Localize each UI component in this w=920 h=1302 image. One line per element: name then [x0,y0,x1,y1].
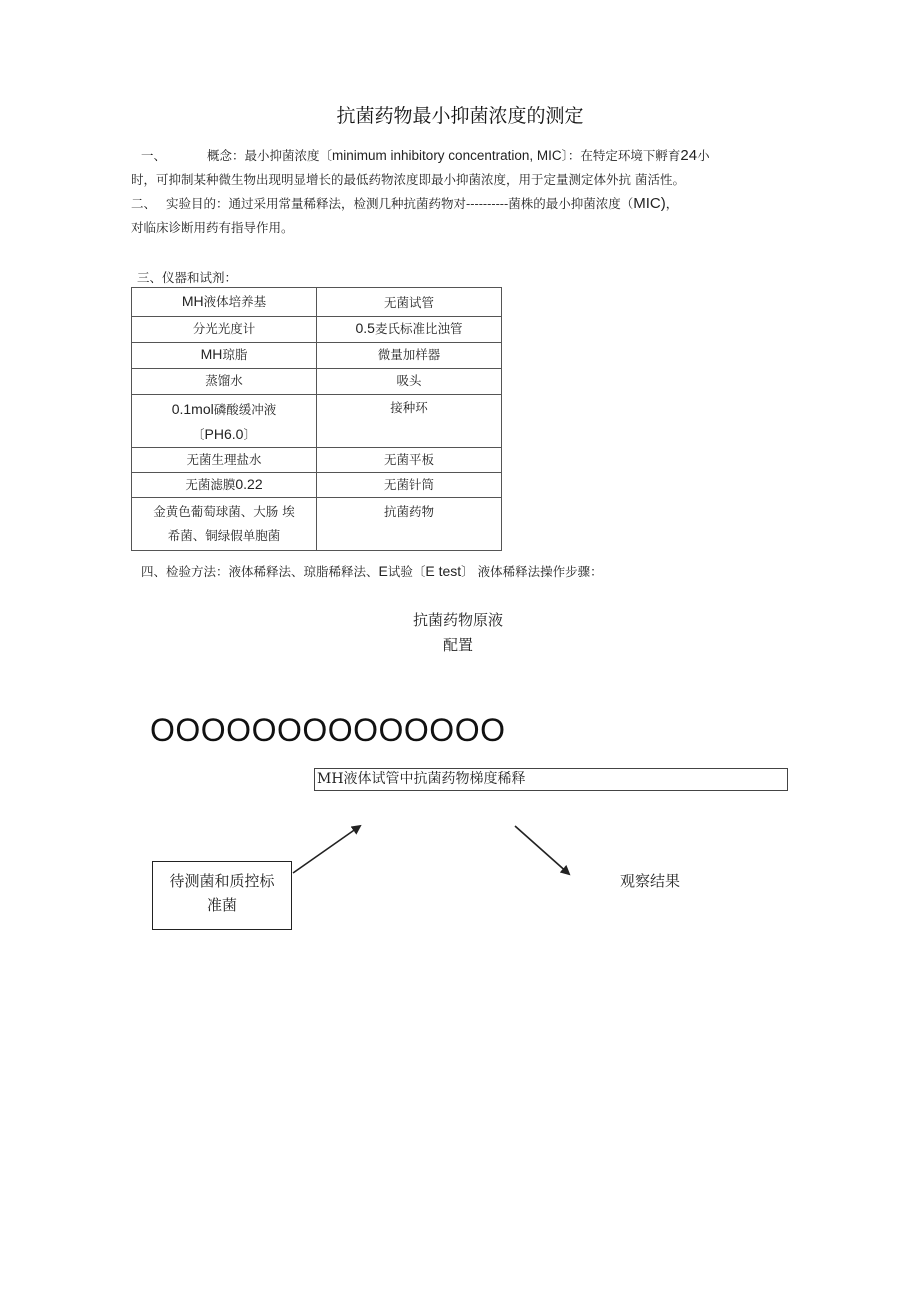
dilution-box: MH液体试管中抗菌药物梯度稀释 [314,768,788,791]
page-title: 抗菌药物最小抑菌浓度的测定 [336,105,584,127]
mic-abbrev: MIC) [633,195,666,212]
table-cell: 分光光度计 [132,317,317,343]
arrow-up-icon [293,826,360,873]
concept-text-line2: 时，可抑制某种微生物出现明显增长的最低药物浓度即最小抑菌浓度，用于定量测定体外抗 菌活性。 [131,172,685,187]
table-cell: 无菌针筒 [317,473,502,498]
hours-value: 24 [680,147,698,164]
table-cell: 无菌平板 [317,448,502,473]
table-cell: 微量加样器 [317,343,502,369]
bacteria-line2: 准菌 [206,896,237,914]
arrow-down-icon [515,826,569,874]
concept-text: 〕：在特定环境下孵育 [561,148,681,163]
purpose-text: ， [665,196,679,211]
table-cell: 0.5麦氏标准比浊管 [317,317,502,343]
purpose-text: 实验目的：通过采用常量稀释法，检测几种抗菌药物对----------菌株的最小抑菌浓度（ [166,196,634,211]
purpose-text-line2: 对临床诊断用药有指导作用。 [131,220,294,235]
section-heading-reagents: 三、仪器和试剂： [137,270,238,285]
table-cell: MH液体培养基 [132,288,317,317]
table-cell: 金黄色葡萄球菌、大肠 埃 希菌、铜绿假单胞菌 [132,498,317,551]
result-label: 观察结果 [620,872,681,890]
mic-term: minimum inhibitory concentration, MIC [332,148,562,163]
table-cell: 吸头 [317,369,502,395]
concept-text: 小 [697,148,710,163]
flow-stock-line1: 抗菌药物原液 [412,611,503,629]
table-cell: 无菌生理盐水 [132,448,317,473]
section-number: 一、 [141,148,167,163]
section-methods: 四、检验方法：液体稀释法、琼脂稀释法、E试验〔E test〕 液体稀释法操作步骤： [141,563,603,579]
flow-stock-line2: 配置 [442,636,473,654]
table-cell: 抗菌药物 [317,498,502,551]
section-number: 二、 [131,196,157,211]
circle-row: OOOOOOOOOOOOOO [150,712,506,748]
table-cell: MH琼脂 [132,343,317,369]
bacteria-box [152,861,292,930]
concept-text: 概念：最小抑菌浓度〔 [207,148,333,163]
table-cell: 无菌试管 [317,288,502,317]
table-cell: 0.1mol磷酸缓冲液 〔PH6.0〕 [132,395,317,448]
bacteria-line1: 待测菌和质控标 [169,872,275,890]
table-cell: 蒸馏水 [132,369,317,395]
table-cell: 接种环 [317,395,502,448]
table-cell: 无菌滤膜0.22 [132,473,317,498]
